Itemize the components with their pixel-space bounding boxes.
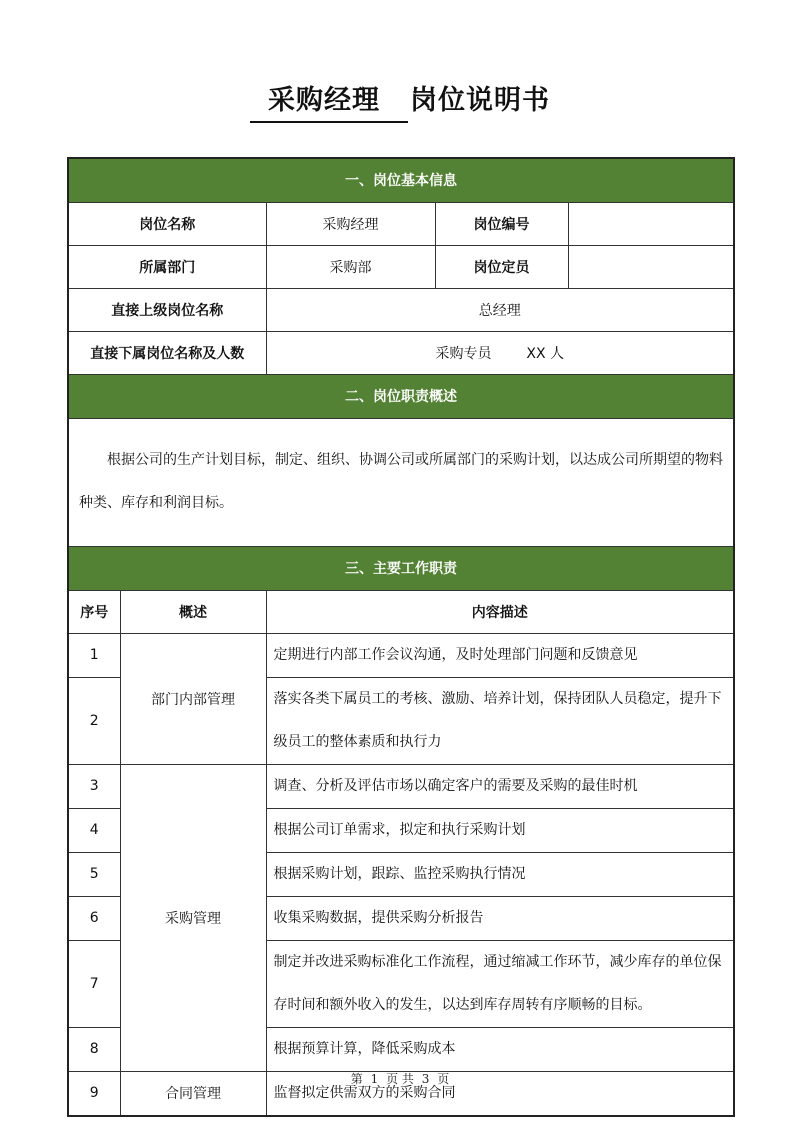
row-description: 根据采购计划，跟踪、监控采购执行情况 [266,852,734,896]
row-description: 根据预算计算，降低采购成本 [266,1027,734,1071]
column-header-description: 内容描述 [266,590,734,633]
subordinate-label: 直接下属岗位名称及人数 [68,331,266,374]
section-heading: 二、岗位职责概述 [68,374,734,418]
section-heading: 一、岗位基本信息 [68,158,734,202]
footer-page-number: 1 [370,1072,379,1086]
info-row [68,245,734,288]
footer-prefix: 第 [350,1072,363,1086]
position-name-label: 岗位名称 [68,202,266,245]
superior-label: 直接上级岗位名称 [68,288,266,331]
info-row [68,331,734,374]
position-name-value: 采购经理 [266,202,435,245]
row-number: 8 [68,1027,120,1071]
info-row [68,202,734,245]
section-duties-header [68,546,734,590]
category-cell: 部门内部管理 [120,633,266,764]
department-label: 所属部门 [68,245,266,288]
page-footer [0,1070,800,1087]
row-description: 根据公司订单需求，拟定和执行采购计划 [266,808,734,852]
section-basic-info-header [68,158,734,202]
row-description: 定期进行内部工作会议沟通，及时处理部门问题和反馈意见 [266,633,734,677]
row-number: 3 [68,764,120,808]
column-header-number: 序号 [68,590,120,633]
superior-value: 总经理 [266,288,734,331]
footer-suffix: 页 [437,1072,450,1086]
table-row [68,633,734,677]
subordinate-value: 采购专员 [435,345,492,362]
category-cell: 合同管理 [120,1071,266,1116]
title-position: 采购经理 [250,78,408,123]
section-heading: 三、主要工作职责 [68,546,734,590]
job-description-table [67,157,735,1117]
row-number: 2 [68,677,120,764]
row-number: 7 [68,940,120,1027]
document-title [0,78,800,123]
table-row [68,764,734,808]
row-number: 6 [68,896,120,940]
row-description: 调查、分析及评估市场以确定客户的需要及采购的最佳时机 [266,764,734,808]
summary-text: 根据公司的生产计划目标，制定、组织、协调公司或所属部门的采购计划，以达成公司所期望的物料种类、库存和利润目标。 [68,418,734,546]
row-description: 监督拟定供需双方的采购合同 [266,1071,734,1116]
headcount-label: 岗位定员 [435,245,568,288]
row-number: 1 [68,633,120,677]
position-code-value [568,202,734,245]
info-row [68,288,734,331]
row-number: 9 [68,1071,120,1116]
row-number: 5 [68,852,120,896]
headcount-value [568,245,734,288]
subordinate-value-cell [266,331,734,374]
row-number: 4 [68,808,120,852]
footer-total-pages: 3 [421,1072,430,1086]
row-description: 收集采购数据，提供采购分析报告 [266,896,734,940]
section-summary-header [68,374,734,418]
row-description: 落实各类下属员工的考核、激励、培养计划，保持团队人员稳定，提升下级员工的整体素质和执行力 [266,677,734,764]
column-header-overview: 概述 [120,590,266,633]
duties-column-header [68,590,734,633]
summary-row [68,418,734,546]
subordinate-count: XX 人 [526,345,565,362]
title-suffix: 岗位说明书 [410,85,550,116]
footer-mid: 页 共 [386,1072,414,1086]
category-cell: 采购管理 [120,764,266,1071]
department-value: 采购部 [266,245,435,288]
row-description: 制定并改进采购标准化工作流程，通过缩减工作环节，减少库存的单位保存时间和额外收入的发生，以达到库存周转有序顺畅的目标。 [266,940,734,1027]
position-code-label: 岗位编号 [435,202,568,245]
